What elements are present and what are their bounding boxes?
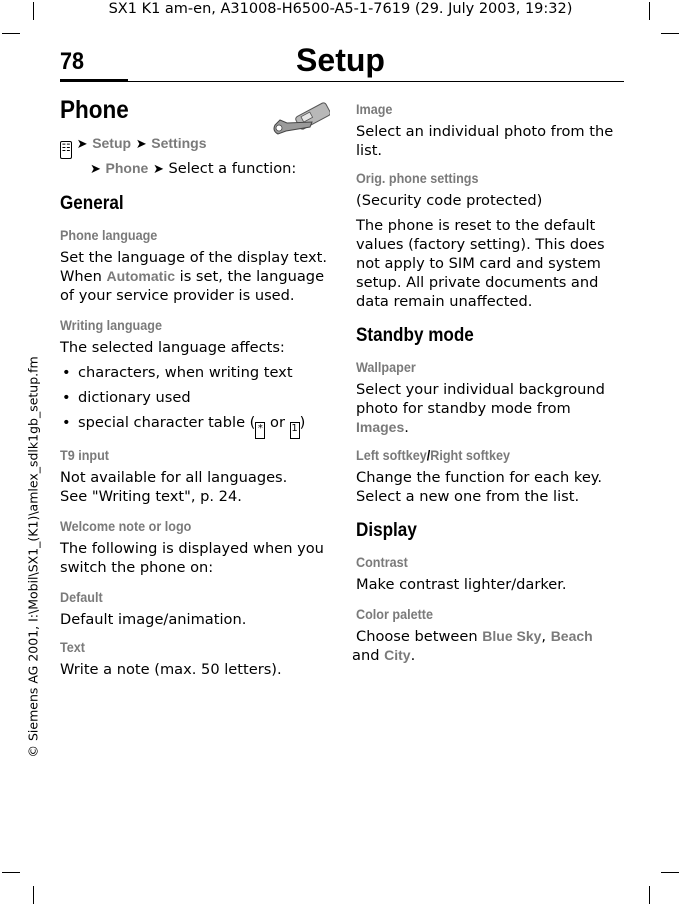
nav-tail: Select a function:	[168, 160, 297, 177]
arrow-icon: ➤	[76, 137, 88, 152]
text-softkey: Change the function for each key. Select a new one from the list.	[356, 469, 602, 505]
highlight-city: City	[384, 647, 411, 663]
text-contrast: Make contrast lighter/darker.	[356, 576, 567, 593]
right-column	[352, 101, 624, 665]
crop-mark	[649, 886, 650, 904]
text-t9-line1: Not available for all languages.	[60, 469, 288, 486]
text-color-palette: Choose between Blue Sky, Beach and City.	[352, 628, 593, 664]
copyright-sidebar: © Siemens AG 2001, I:\Mobil\SX1_(K1)\amlex_sdlk1gb_setup.fm	[25, 356, 41, 758]
header-rule	[128, 81, 624, 82]
crop-mark	[661, 872, 679, 873]
label-wallpaper: Wallpaper	[356, 359, 416, 375]
text-orig-settings: The phone is reset to the default values (factory setting). This does not apply to SIM card and system setup. All private documents and data remain unaffected.	[356, 217, 605, 310]
list-item: • dictionary used	[60, 388, 328, 407]
label-welcome-note: Welcome note or logo	[60, 518, 192, 534]
nav-phone: Phone	[105, 160, 149, 176]
subheading-general: General	[60, 193, 124, 214]
text-writing-language-intro: The selected language affects:	[60, 339, 285, 356]
menu-key-icon: ☷	[60, 141, 72, 159]
crop-mark	[2, 872, 20, 873]
wrench-phone-icon	[272, 101, 330, 141]
text-text: Write a note (max. 50 letters).	[60, 661, 282, 678]
text-orig-note: (Security code protected)	[356, 192, 543, 209]
navigation-path-line2	[60, 159, 328, 179]
document-info-line: SX1 K1 am-en, A31008-H6500-A5-1-7619 (29. July 2003, 19:32)	[108, 1, 573, 17]
label-writing-language: Writing language	[60, 317, 162, 333]
left-column	[60, 96, 328, 679]
list-item: • special character table ( * or 1 )	[60, 413, 328, 439]
text-image: Select an individual photo from the list.	[356, 123, 614, 159]
text-default: Default image/animation.	[60, 611, 247, 628]
nav-setup: Setup	[92, 135, 132, 151]
highlight-automatic: Automatic	[106, 268, 175, 284]
text-wallpaper: Select your individual background photo for standby mode from Images.	[356, 381, 605, 436]
subheading-display: Display	[356, 520, 417, 541]
label-color-palette: Color palette	[356, 606, 434, 622]
label-phone-language: Phone language	[60, 227, 158, 243]
label-image: Image	[356, 101, 393, 117]
crop-mark	[661, 33, 679, 34]
label-orig-settings: Orig. phone settings	[356, 170, 479, 186]
label-contrast: Contrast	[356, 554, 408, 570]
crop-mark	[2, 33, 20, 34]
arrow-icon: ➤	[152, 162, 164, 177]
highlight-images: Images	[356, 419, 405, 435]
label-default: Default	[60, 589, 103, 605]
page-title: Setup	[296, 42, 385, 78]
arrow-icon: ➤	[90, 162, 101, 177]
one-key-icon: 1	[290, 422, 300, 439]
list-item: • characters, when writing text	[60, 363, 328, 382]
page-number: 78	[60, 48, 85, 75]
star-key-icon: *	[255, 422, 265, 439]
highlight-blue-sky: Blue Sky	[482, 628, 542, 644]
text-t9-line2: See "Writing text", p. 24.	[60, 488, 242, 505]
nav-settings: Settings	[151, 135, 207, 151]
arrow-icon: ➤	[135, 137, 147, 152]
text-phone-language: Set the language of the display text. When Automatic is set, the language of your service provider is used.	[60, 249, 327, 304]
text-welcome-note: The following is displayed when you switch the phone on:	[60, 540, 324, 576]
highlight-beach: Beach	[550, 628, 593, 644]
label-text: Text	[60, 639, 85, 655]
subheading-standby: Standby mode	[356, 325, 474, 346]
crop-mark	[33, 886, 34, 904]
header-rule-thick	[60, 79, 128, 82]
writing-language-list	[60, 363, 328, 439]
label-softkey: Left softkey/Right softkey	[356, 447, 511, 463]
label-t9-input: T9 input	[60, 447, 109, 463]
section-heading-phone: Phone	[60, 96, 129, 124]
